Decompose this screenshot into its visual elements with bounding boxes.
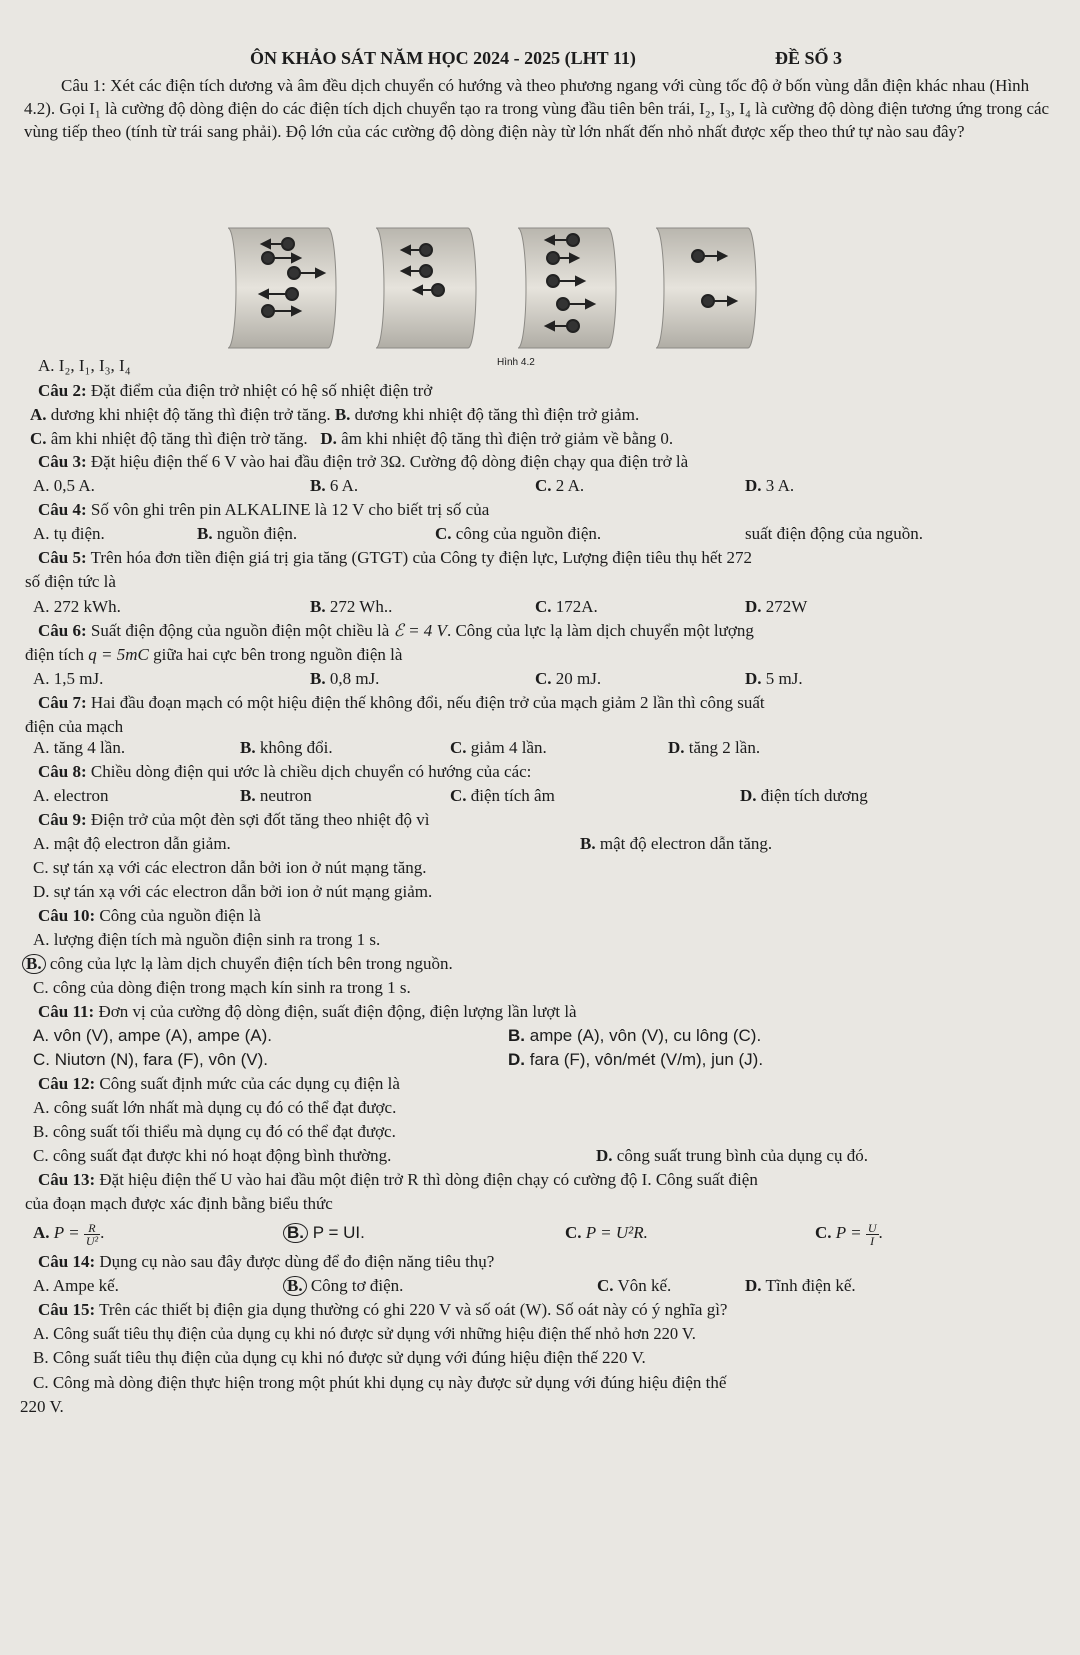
question-3-option-a: A. 0,5 A. [33, 476, 95, 495]
question-7-option-a: A. tăng 4 lần. [33, 738, 126, 757]
question-9-option-b: B. mật độ electron dẫn tăng. [580, 834, 773, 853]
question-15: Câu 15: Trên các thiết bị điện gia dụng thường có ghi 220 V và số oát (W). Số oát này có ý nghĩa gì? [38, 1300, 728, 1319]
question-14-option-b: B. Công tơ điện. [283, 1275, 403, 1297]
segment-4 [656, 228, 756, 348]
question-5-option-d: D. 272W [745, 597, 808, 616]
question-13-option-d: C. P = $\frac{U}{I}$ . [815, 1220, 883, 1248]
question-15-option-c-cont: 220 V. [20, 1397, 64, 1416]
question-8-option-c: C. điện tích âm [450, 786, 555, 805]
question-6-option-d: D. 5 mJ. [745, 669, 803, 688]
question-13-option-a: A. P = $\frac{R}{\text{U²}}$ . [33, 1220, 105, 1248]
question-7-option-d: D. tăng 2 lần. [668, 738, 761, 757]
question-2-options-ab: A. dương khi nhiệt độ tăng thì điện trở tăng. B. dương khi nhiệt độ tăng thì điện trở giảm. [30, 405, 640, 424]
question-8: Câu 8: Chiều dòng điện qui ước là chiều dịch chuyển có hướng của các: [38, 762, 532, 781]
question-2-options-cd: C. âm khi nhiệt độ tăng thì điện trờ tăng. D. âm khi nhiệt độ tăng thì điện trở giảm về bằng 0. [30, 429, 674, 448]
question-4-option-d: suất điện động của nguồn. [745, 524, 923, 543]
question-4-option-b: B. nguồn điện. [197, 524, 298, 543]
question-6-option-b: B. 0,8 mJ. [310, 669, 380, 688]
question-15-option-a: A. Công suất tiêu thụ điện của dụng cụ khi nó được sử dụng với những hiệu điện thế nhỏ hơn 220 V. [33, 1324, 696, 1343]
question-9: Câu 9: Điện trở của một đèn sợi đốt tăng theo nhiệt độ vì [38, 810, 430, 829]
question-2: Câu 2: Đặt điểm của điện trở nhiệt có hệ số nhiệt điện trở [38, 381, 433, 400]
question-4-option-c: C. công của nguồn điện. [435, 524, 602, 543]
exam-header [0, 48, 1080, 72]
question-14-option-a: A. Ampe kế. [33, 1276, 119, 1295]
question-7: Câu 7: Hai đầu đoạn mạch có một hiệu điện thế không đổi, nếu điện trở của mạch giảm 2 lần thì công suất [38, 693, 765, 712]
question-7-option-b: B. không đổi. [240, 738, 333, 757]
question-13: Câu 13: Đặt hiệu điện thế U vào hai đầu một điện trở R thì dòng điện chạy có cường độ I. Công suất điện [38, 1170, 758, 1189]
question-8-option-b: B. neutron [240, 786, 312, 805]
question-11-option-c: C. Niutơn (N), fara (F), vôn (V). [33, 1050, 269, 1069]
question-4-option-a: A. tụ điện. [33, 524, 105, 543]
question-12-option-b: B. công suất tối thiểu mà dụng cụ đó có thể đạt được. [33, 1122, 396, 1141]
figure-caption: Hình 4.2 [497, 357, 535, 368]
question-6: Câu 6: Suất điện động của nguồn điện một chiều là ℰ = 4 V. Công của lực lạ làm dịch chuyển một lượng [38, 621, 754, 640]
question-12: Câu 12: Công suất định mức của các dụng cụ điện là [38, 1074, 400, 1093]
question-3: Câu 3: Đặt hiệu điện thế 6 V vào hai đầu điện trở 3Ω. Cường độ dòng điện chạy qua điện trở là [38, 452, 689, 471]
question-8-option-d: D. điện tích dương [740, 786, 868, 805]
question-11-option-a: A. vôn (V), ampe (A), ampe (A). [33, 1026, 273, 1045]
question-3-option-b: B. 6 A. [310, 476, 359, 495]
question-6-option-c: C. 20 mJ. [535, 669, 602, 688]
question-9-option-a: A. mật độ electron dẫn giảm. [33, 834, 231, 853]
question-12-option-a: A. công suất lớn nhất mà dụng cụ đó có thể đạt được. [33, 1098, 397, 1117]
exam-code: ĐỀ SỐ 3 [775, 48, 843, 68]
question-14-option-c: C. Vôn kế. [597, 1276, 672, 1295]
question-11: Câu 11: Đơn vị của cường độ dòng điện, suất điện động, điện lượng lần lượt là [38, 1002, 577, 1021]
question-4: Câu 4: Số vôn ghi trên pin ALKALINE là 12 V cho biết trị số của [38, 500, 490, 519]
exam-title: ÔN KHẢO SÁT NĂM HỌC 2024 - 2025 (LHT 11) [250, 48, 636, 68]
question-12-option-d: D. công suất trung bình của dụng cụ đó. [596, 1146, 868, 1165]
question-5-option-a: A. 272 kWh. [33, 597, 121, 616]
question-6-option-a: A. 1,5 mJ. [33, 669, 104, 688]
question-7-option-c: C. giảm 4 lần. [450, 738, 547, 757]
question-15-option-b: B. Công suất tiêu thụ điện của dụng cụ khi nó được sử dụng với đúng hiệu điện thế 220 V. [33, 1348, 646, 1367]
question-13-option-b: B. P = UI. [283, 1222, 365, 1244]
question-5-option-b: B. 272 Wh.. [310, 597, 393, 616]
question-12-option-c: C. công suất đạt được khi nó hoạt động bình thường. [33, 1146, 392, 1165]
question-5-option-c: C. 172A. [535, 597, 598, 616]
question-1-text: Câu 1: Xét các điện tích dương và âm đều dịch chuyển có hướng và theo phương ngang với cùng tốc độ ở bốn vùng dẫn điện khác nhau (Hình 4.2). Gọi I₁ là cường độ dòng điện do các điện tích dịch chuyển tạo ra trong vùng đầu tiên bên trái, I₂, I₃, I₄ là cường độ dòng điện tương ứng trong các vùng tiếp theo (tính từ trái sang phải). Độ lớn của các cường độ dòng điện này từ lớn nhất đến nhỏ nhất được xếp theo thứ tự nào sau đây? [24, 76, 1050, 141]
segment-3 [518, 228, 616, 348]
question-11-option-d: D. fara (F), vôn/mét (V/m), jun (J). [508, 1050, 764, 1069]
question-3-option-d: D. 3 A. [745, 476, 795, 495]
question-14-option-d: D. Tĩnh điện kế. [745, 1276, 856, 1295]
question-15-option-c: C. Công mà dòng điện thực hiện trong một phút khi dụng cụ này được sử dụng với đúng hiệu điện thế [33, 1373, 727, 1392]
question-10-option-a: A. lượng điện tích mà nguồn điện sinh ra trong 1 s. [33, 930, 381, 949]
question-9-option-c: C. sự tán xạ với các electron dẫn bởi ion ở nút mạng tăng. [33, 858, 427, 877]
question-6-stem-cont: điện tích q = 5mC giữa hai cực bên trong nguồn điện là [25, 645, 403, 664]
question-5: Câu 5: Trên hóa đơn tiền điện giá trị gia tăng (GTGT) của Công ty điện lực, Lượng điện tiêu thụ hết 272 [38, 548, 752, 567]
question-8-option-a: A. electron [33, 786, 109, 805]
question-14: Câu 14: Dụng cụ nào sau đây được dùng để đo điện năng tiêu thụ? [38, 1252, 495, 1271]
question-13-stem-cont: của đoạn mạch được xác định bằng biểu thức [25, 1194, 333, 1213]
question-7-stem-cont: điện của mạch [25, 717, 124, 736]
question-13-option-c: C. P = U²R. [565, 1223, 648, 1242]
question-10-option-b: B. công của lực lạ làm dịch chuyển điện tích bên trong nguồn. [22, 953, 453, 975]
question-11-option-b: B. ampe (A), vôn (V), cu lông (C). [508, 1026, 762, 1045]
question-1-option-a: A. I₂, I₁, I₃, I₄ [38, 356, 131, 375]
question-5-stem-cont: số điện tức là [25, 572, 116, 591]
question-3-option-c: C. 2 A. [535, 476, 585, 495]
question-10-option-c: C. công của dòng điện trong mạch kín sinh ra trong 1 s. [33, 978, 411, 997]
figure-4-2 [228, 226, 768, 351]
question-9-option-d: D. sự tán xạ với các electron dẫn bởi ion ở nút mạng giảm. [33, 882, 433, 901]
question-10: Câu 10: Công của nguồn điện là [38, 906, 261, 925]
